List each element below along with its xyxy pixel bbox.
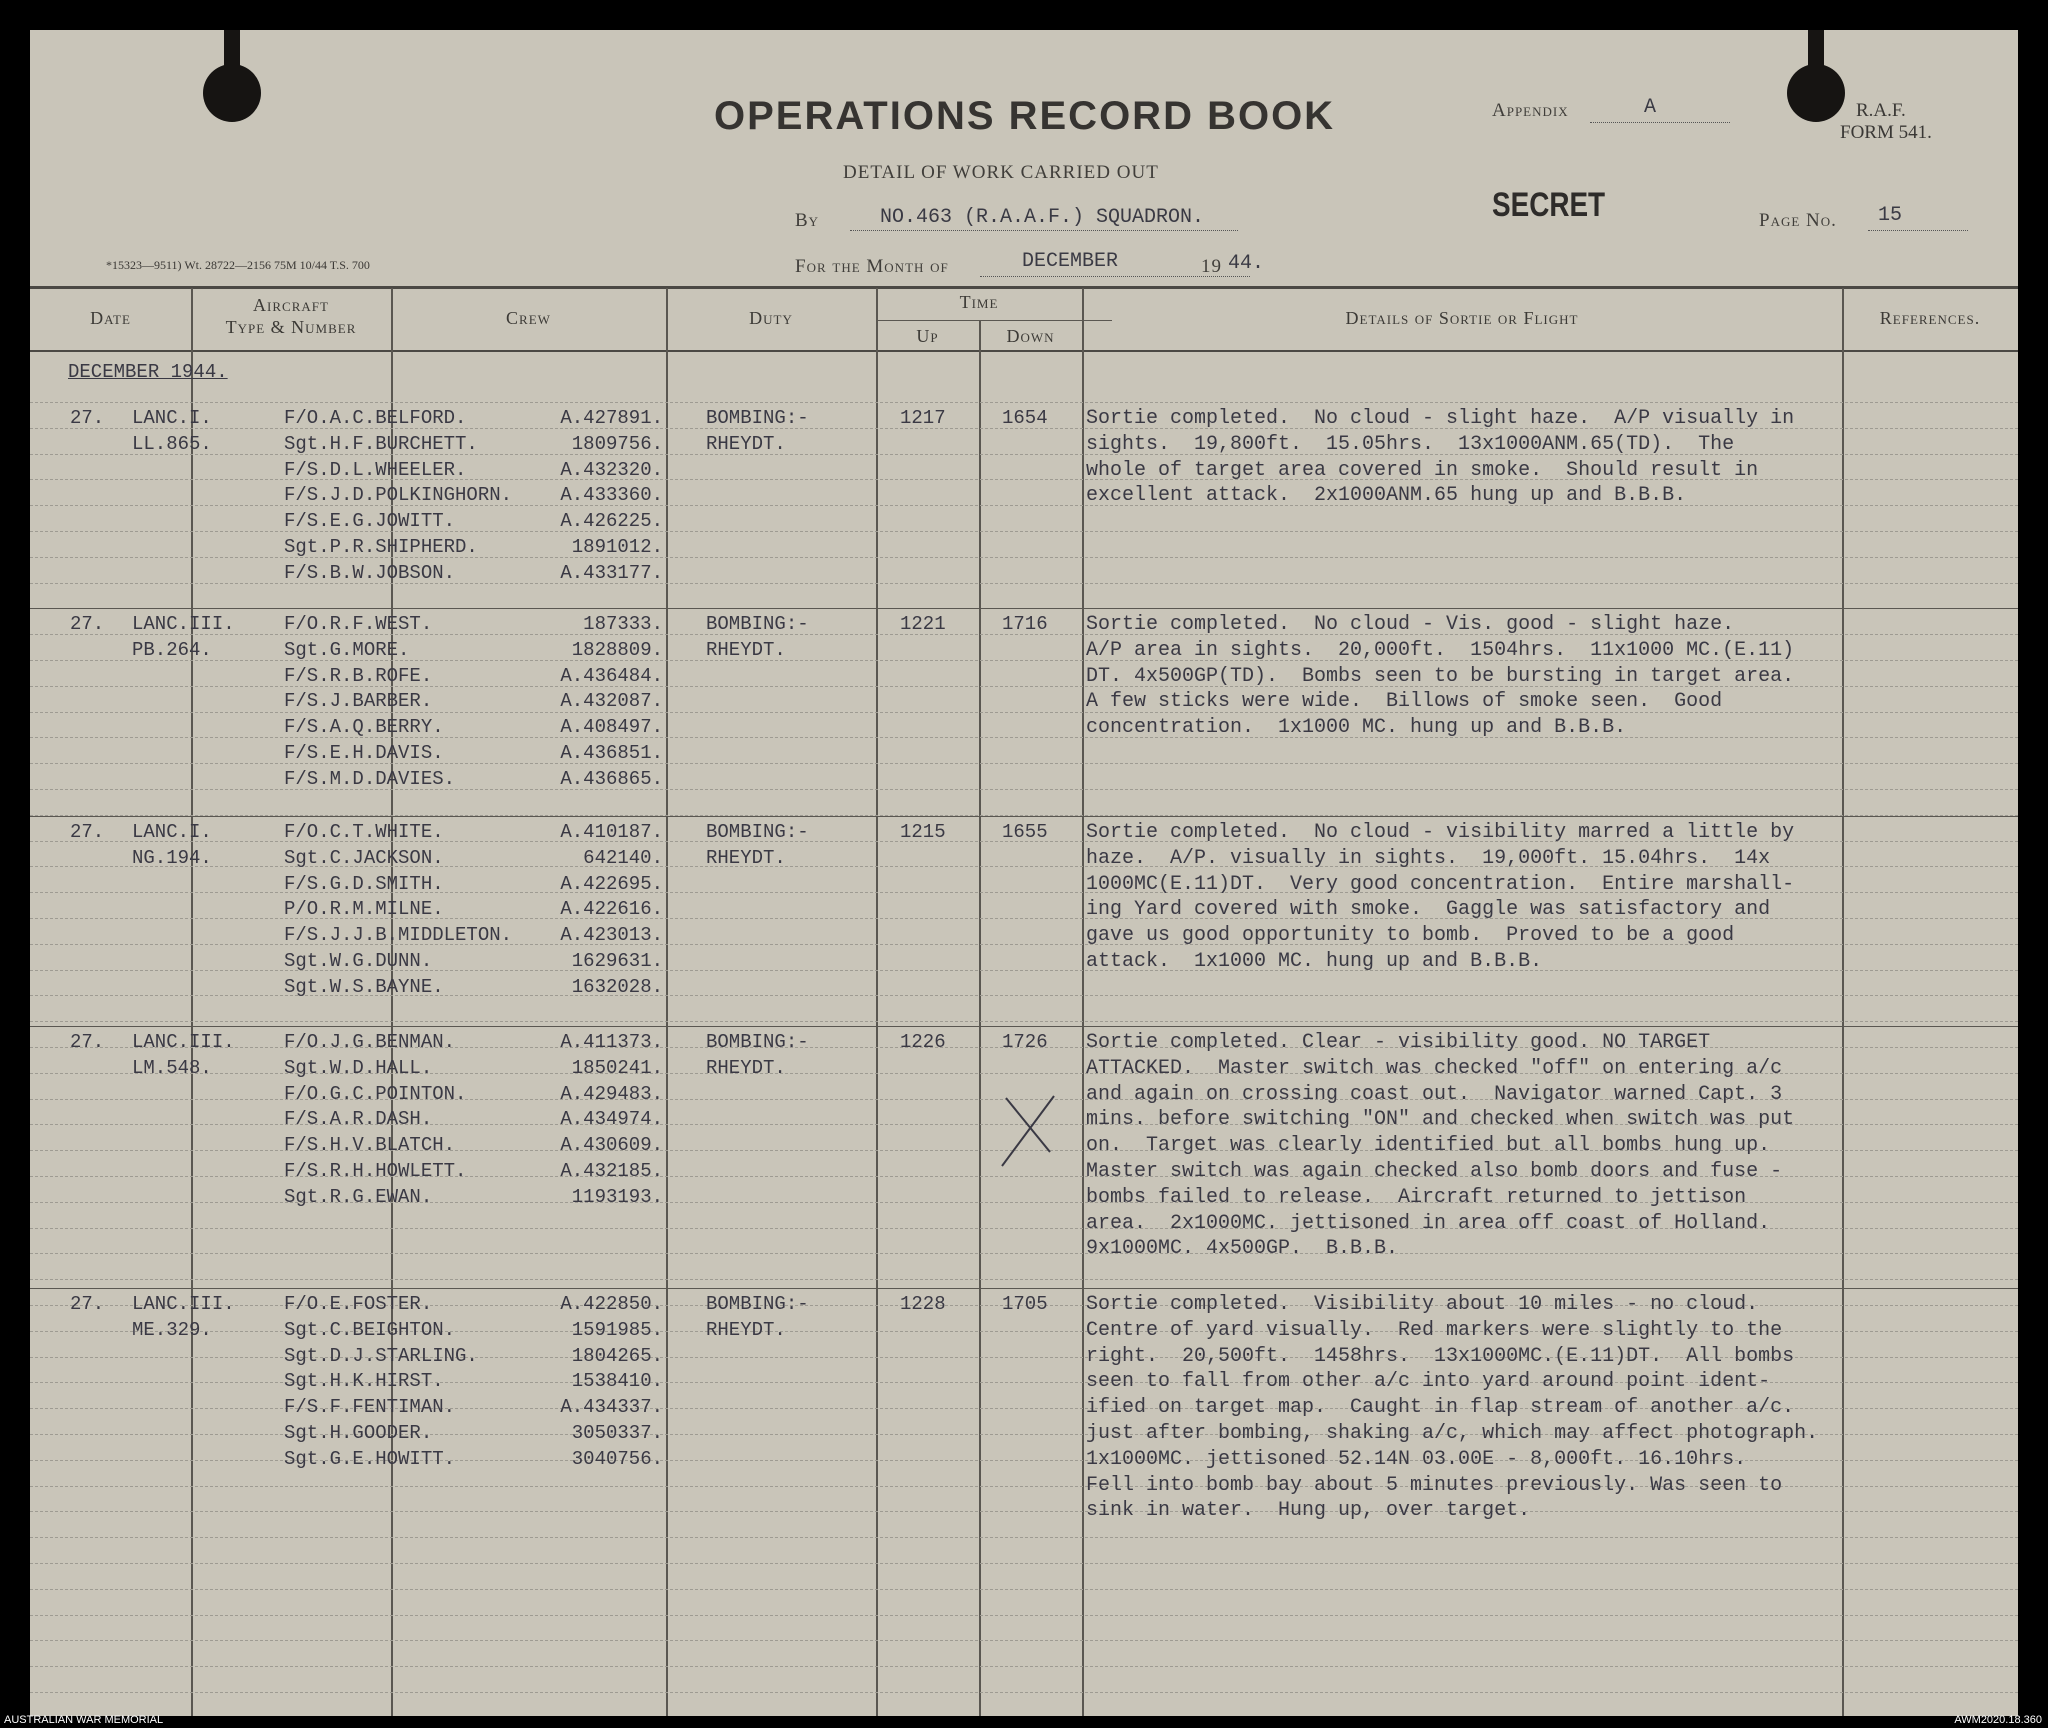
table-header-rule xyxy=(30,350,2018,352)
month-value: DECEMBER xyxy=(1022,250,1119,273)
entry-separator xyxy=(30,608,2018,609)
form-title: OPERATIONS RECORD BOOK xyxy=(714,94,1336,138)
col-divider-down xyxy=(1082,288,1084,1716)
entry-service-numbers: A.410187. 642140. A.422695. A.422616. A.423013. 1629631. 1632028. xyxy=(560,821,663,998)
entry-crew: F/O.A.C.BELFORD. Sgt.H.F.BURCHETT. F/S.D.L.WHEELER. F/S.J.D.POLKINGHORN. F/S.E.G.JOWITT. Sgt.P.R.SHIPHERD. F/S.B.W.JOBSON. xyxy=(284,407,513,584)
entry-details: Sortie completed. No cloud - Vis. good - slight haze. A/P area in sights. 20,000ft. 1504hrs. 11x1000 MC.(E.11) DT. 4x500GP(TD). Bombs seen to be bursting in target area. A few sticks were wide. Billows of smoke seen. Good concentration. 1x1000 MC. hung up and B.B.B. xyxy=(1086,613,1795,740)
entry-crew: F/O.J.G.BENMAN. Sgt.W.D.HALL. F/O.G.C.POINTON. F/S.A.R.DASH. F/S.H.V.BLATCH. F/S.R.H.HOWLETT. Sgt.R.G.EWAN. xyxy=(284,1031,467,1208)
entry-aircraft: LANC.III. PB.264. xyxy=(132,613,235,661)
header-down: Down xyxy=(1006,326,1055,346)
time-divider xyxy=(876,320,1112,321)
entry-time-up: 1226 xyxy=(900,1031,946,1053)
entry-time-up: 1228 xyxy=(900,1293,946,1315)
entry-aircraft: LANC.III. ME.329. xyxy=(132,1293,235,1341)
entry-service-numbers: A.427891. 1809756. A.432320. A.433360. A.426225. 1891012. A.433177. xyxy=(560,407,663,584)
entry-service-numbers: A.411373. 1850241. A.429483. A.434974. A.430609. A.432185. 1193193. xyxy=(560,1031,663,1208)
ruled-line xyxy=(30,1615,2018,1616)
entry-crew: F/O.R.F.WEST. Sgt.G.MORE. F/S.R.B.ROFE. F/S.J.BARBER. F/S.A.Q.BERRY. F/S.E.H.DAVIS. F/S.M.D.DAVIES. xyxy=(284,613,456,790)
form-raf: R.A.F. xyxy=(1856,100,1906,121)
entry-time-down: 1654 xyxy=(1002,407,1048,429)
entry-aircraft: LANC.I. NG.194. xyxy=(132,821,212,869)
col-divider-duty xyxy=(876,288,878,1716)
binder-hole-left xyxy=(203,64,261,122)
year-value: 44. xyxy=(1228,252,1265,275)
binder-hole-right xyxy=(1787,64,1845,122)
entry-time-up: 1221 xyxy=(900,613,946,635)
col-divider-date xyxy=(191,288,193,1716)
header-references: References. xyxy=(1879,308,1981,328)
appendix-line xyxy=(1590,122,1730,123)
entry-details: Sortie completed. Clear - visibility good. NO TARGET ATTACKED. Master switch was checked "off" on entering a/c and again on crossing coast out. Navigator warned Capt. 3 mins. before switching "ON" and checked when switch was put on. Target was clearly identified but all bombs hung up. Master switch was again checked also bomb doors and fuse - bombs failed to release. Aircraft returned to jettison area. 2x1000MC. jettisoned in area off coast of Holland. 9x1000MC. 4x500GP. B.B.B. xyxy=(1086,1031,1795,1261)
entry-time-down: 1716 xyxy=(1002,613,1048,635)
squadron-line xyxy=(850,230,1238,231)
entry-time-down: 1705 xyxy=(1002,1293,1048,1315)
entry-service-numbers: A.422850. 1591985. 1804265. 1538410. A.434337. 3050337. 3040756. xyxy=(560,1293,663,1470)
entry-details: Sortie completed. No cloud - visibility marred a little by haze. A/P. visually in sights. 19,000ft. 15.04hrs. 14x 1000MC(E.11)DT. Very good concentration. Entire marshall- ing Yard covered with smoke. Gaggle was satisfactory and gave us good opportunity to bomb. Proved to be a good attack. 1x1000 MC. hung up and B.B.B. xyxy=(1086,821,1795,973)
entry-date: 27. xyxy=(70,1031,105,1053)
secret-stamp: SECRET xyxy=(1492,186,1606,224)
entry-date: 27. xyxy=(70,1293,105,1315)
entry-aircraft: LANC.I. LL.865. xyxy=(132,407,212,455)
entry-date: 27. xyxy=(70,821,105,843)
entry-service-numbers: 187333. 1828809. A.436484. A.432087. A.408497. A.436851. A.436865. xyxy=(560,613,663,790)
header-duty: Duty xyxy=(749,308,793,328)
col-divider-up xyxy=(979,320,981,1716)
by-label: By xyxy=(795,210,820,231)
month-heading: DECEMBER 1944. xyxy=(68,361,228,383)
entry-time-down: 1655 xyxy=(1002,821,1048,843)
entry-date: 27. xyxy=(70,407,105,429)
entry-separator xyxy=(30,1026,2018,1027)
col-divider-details xyxy=(1842,288,1844,1716)
year-prefix: 19 xyxy=(1201,256,1222,277)
month-label: For the Month of xyxy=(795,256,949,277)
check-mark-x xyxy=(998,1090,1058,1170)
ruled-line xyxy=(30,402,2018,403)
entry-crew: F/O.C.T.WHITE. Sgt.C.JACKSON. F/S.G.D.SMITH. P/O.R.M.MILNE. F/S.J.J.B.MIDDLETON. Sgt.W.G.DUNN. Sgt.W.S.BAYNE. xyxy=(284,821,513,998)
header-date: Date xyxy=(90,308,131,328)
entry-crew: F/O.E.FOSTER. Sgt.C.BEIGHTON. Sgt.D.J.STARLING. Sgt.H.K.HIRST. F/S.F.FENTIMAN. Sgt.H.GOODER. Sgt.G.E.HOWITT. xyxy=(284,1293,478,1470)
ruled-line xyxy=(30,1279,2018,1280)
ruled-line xyxy=(30,1563,2018,1564)
appendix-value: A xyxy=(1644,96,1657,119)
entry-date: 27. xyxy=(70,613,105,635)
ruled-line xyxy=(30,1666,2018,1667)
header-crew: Crew xyxy=(506,308,551,328)
table-top-rule xyxy=(30,286,2018,289)
entry-duty: BOMBING:- RHEYDT. xyxy=(706,1031,809,1079)
page-line xyxy=(1868,230,1968,231)
page-value: 15 xyxy=(1878,204,1903,227)
record-sheet xyxy=(30,30,2018,1716)
entry-details: Sortie completed. No cloud - slight haze. A/P visually in sights. 19,800ft. 15.05hrs. 13x1000ANM.65(TD). The whole of target area covered in smoke. Should result in excellent attack. 2x1000ANM.65 hung up and B.B.B. xyxy=(1086,407,1795,508)
ruled-line xyxy=(30,1021,2018,1022)
appendix-label: Appendix xyxy=(1492,100,1569,121)
entry-duty: BOMBING:- RHEYDT. xyxy=(706,407,809,455)
ruled-line xyxy=(30,1589,2018,1590)
form-subtitle: DETAIL OF WORK CARRIED OUT xyxy=(843,162,1159,183)
page-label: Page No. xyxy=(1759,210,1837,231)
ruled-line xyxy=(30,1537,2018,1538)
print-code: *15323—9511) Wt. 28722—2156 75M 10/44 T.S. 700 xyxy=(106,258,370,272)
ruled-line xyxy=(30,1692,2018,1693)
entry-duty: BOMBING:- RHEYDT. xyxy=(706,821,809,869)
entry-separator xyxy=(30,816,2018,817)
header-aircraft: Aircraft Type & Number xyxy=(225,295,357,337)
entry-duty: BOMBING:- RHEYDT. xyxy=(706,613,809,661)
entry-separator xyxy=(30,1288,2018,1289)
ruled-line xyxy=(30,1640,2018,1641)
col-divider-crew xyxy=(666,288,668,1716)
header-up: Up xyxy=(916,326,939,346)
entry-time-up: 1217 xyxy=(900,407,946,429)
entry-time-up: 1215 xyxy=(900,821,946,843)
form-number: FORM 541. xyxy=(1840,122,1932,143)
entry-time-down: 1726 xyxy=(1002,1031,1048,1053)
entry-duty: BOMBING:- RHEYDT. xyxy=(706,1293,809,1341)
squadron-value: NO.463 (R.A.A.F.) SQUADRON. xyxy=(880,206,1205,229)
header-details: Details of Sortie or Flight xyxy=(1345,308,1579,328)
entry-aircraft: LANC.III. LM.548. xyxy=(132,1031,235,1079)
header-time: Time xyxy=(959,292,999,312)
footer-accession: AWM2020.18.360 xyxy=(1954,1714,2042,1726)
footer-institution: AUSTRALIAN WAR MEMORIAL xyxy=(4,1714,164,1726)
entry-details: Sortie completed. Visibility about 10 miles - no cloud. Centre of yard visually. Red markers were slightly to the right. 20,500ft. 1458hrs. 13x1000MC.(E.11)DT. All bombs seen to fall from other a/c into yard around point ident- ified on target map. Caught in flap stream of another a/c. just after bombing, shaking a/c, which may affect photograph. 1x1000MC. jettisoned 52.14N 03.00E - 8,000ft. 16.10hrs. Fell into bomb bay about 5 minutes previously. Was seen to sink in water. Hung up, over target. xyxy=(1086,1293,1819,1523)
